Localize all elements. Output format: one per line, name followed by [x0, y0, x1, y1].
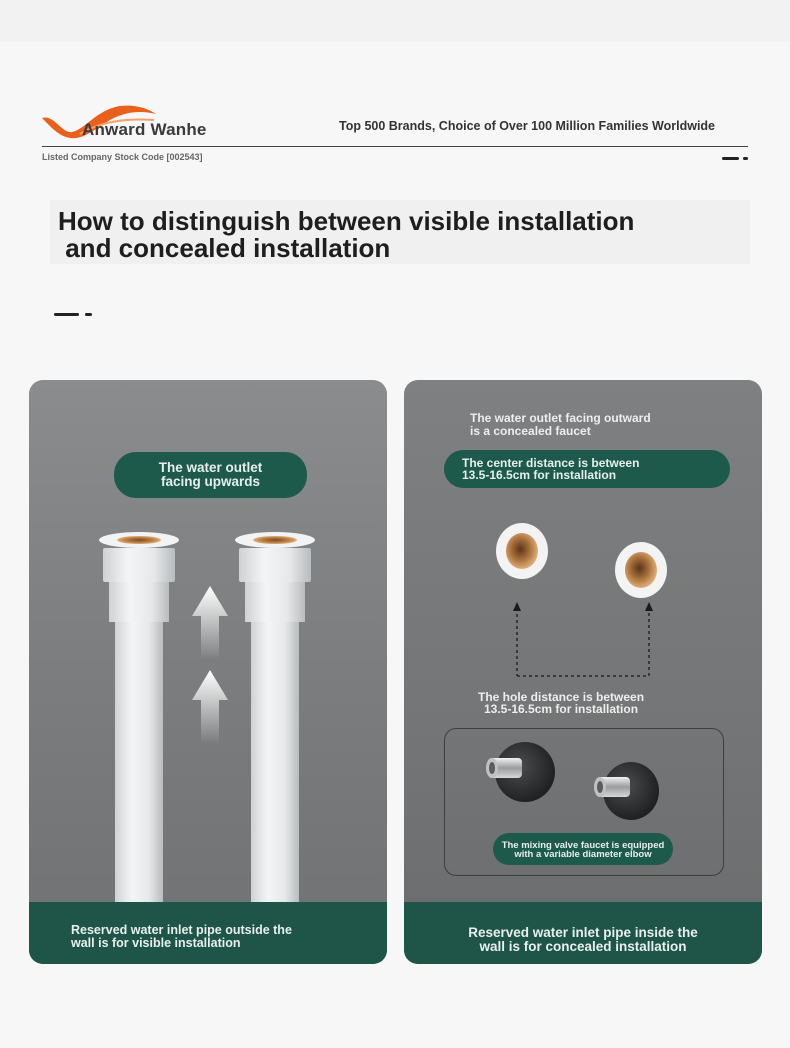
water-outlet-upwards-label: The water outlet facing upwards — [114, 452, 307, 498]
mixing-valve-box — [444, 728, 724, 876]
up-arrow-icon-2 — [192, 670, 228, 744]
header-divider — [42, 146, 748, 147]
hole-distance-bracket — [517, 608, 649, 676]
visible-installation-caption: Reserved water inlet pipe outside the wall is for visible installation — [71, 923, 292, 950]
outlet-outward-caption: The water outlet facing outward is a concealed faucet — [470, 411, 651, 438]
brand-name: Anward Wanhe — [82, 120, 207, 139]
up-arrow-icon-1 — [192, 586, 228, 660]
right-pipe-icon — [235, 532, 315, 904]
right-outlet-icon — [615, 542, 667, 598]
hole-distance-caption: The hole distance is between 13.5-16.5cm for installation — [478, 690, 645, 716]
bracket-arrow-right-icon — [645, 602, 653, 611]
center-distance-label: The center distance is between 13.5-16.5cm for installation — [444, 450, 730, 488]
bracket-arrow-left-icon — [513, 602, 521, 611]
page-title-line-1: How to distinguish between visible installation — [58, 206, 635, 236]
left-outlet-icon — [496, 523, 548, 579]
page-title — [50, 200, 750, 264]
header-dash-ornament — [722, 157, 748, 160]
left-pipe-icon — [99, 532, 179, 904]
visible-installation-panel — [29, 380, 387, 964]
tagline: Top 500 Brands, Choice of Over 100 Million Families Worldwide — [339, 119, 716, 133]
concealed-installation-footer — [404, 902, 762, 964]
page-title-line-2: and concealed installation — [58, 233, 391, 263]
concealed-installation-panel — [404, 380, 762, 964]
concealed-installation-caption: Reserved water inlet pipe inside the wall is for concealed installation — [468, 925, 698, 954]
top-band — [0, 0, 790, 42]
title-dash-ornament — [54, 313, 94, 316]
mixing-valve-label: The mixing valve faucet is equipped with a variable diameter elbow — [493, 833, 673, 865]
visible-installation-footer — [29, 902, 387, 964]
stock-code: Listed Company Stock Code [002543] — [42, 152, 203, 162]
